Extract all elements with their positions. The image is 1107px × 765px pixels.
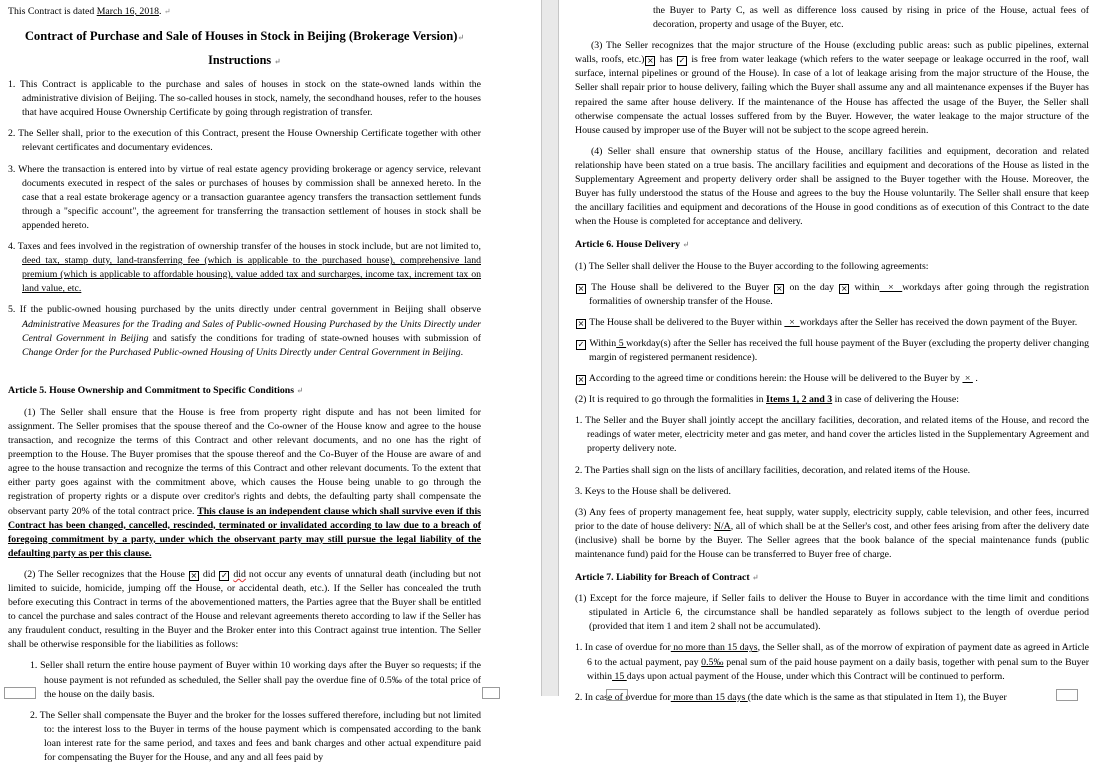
paragraph: (1) The Seller shall deliver the House to the Buyer according to the following agreements: [575, 260, 929, 272]
list-item: 2. The Seller shall compensate the Buyer and the broker for the losses suffered therefore, including but not limited to: the interest loss to the Buyer in terms of the house payment which is compensated according to the bank loan interest rate for the same period, and taxes and fees and bank charges and other actual expenditure paid for compensating the Buyer for the House, and any and all fees paid by [30, 709, 481, 764]
checkbox-crossed-icon: × [190, 570, 198, 580]
checkbox-checked-icon: ✓ [678, 56, 686, 66]
checkbox-item: ✓ Within 5 workday(s) after the Seller has received the full house payment of the Buyer (excluding the property deliver changing margin of registered permanent residence). [577, 337, 1090, 363]
text-boundary-mark [1056, 689, 1078, 701]
checkbox-item: × According to the agreed time or conditions herein: the House will be delivered to the Buyer by × . [577, 373, 978, 385]
date-line: This Contract is dated March 16, 2018. ↵ [8, 6, 171, 17]
article-heading: Article 5. House Ownership and Commitment to Specific Conditions ↵ [8, 384, 304, 396]
section-heading: Instructions ↵ [208, 53, 281, 68]
list-item: 1. Seller shall return the entire house payment of Buyer within 10 working days after the Buyer so requests; if the house payment is not refunded as scheduled, the Seller shall pay the overdue fine of 0.5‰ of the total price of the house on the daily basis. [30, 660, 481, 700]
paragraph: (2) The Seller recognizes that the House × did ✓ did not occur any events of unnatural death (including but not limited to suicide, homicide, jumping off the House, or accidental death, etc.). If the Seller has concealed the truth before executing this Contract in terms of the abovementioned matters, the Parties agree that the Buyer shall be entitled to cancel the purchase and sales contract of the House and relevant agreements thereto according to law if the Seller has any fraudulent conduct, resulting in the Buyer and the Broker enter into this Contract against true intention. The Seller shall be otherwise responsible for the liabilities as follows: [8, 568, 481, 651]
paragraph: (4) Seller shall ensure that ownership status of the House, ancillary facilities and equipment, decoration and related relationship have been stated on a true basis. The ancillary facilities and equipment and decorations of the House as listed in the Supplementary Agreement and property delivery order shall be assigned to the Buyer together with the House. Moreover, the Buyer has fully understood the status of the House and agrees to the buy the House voluntarily. The Seller shall ensure that keep the ancillary facilities and equipment and decorations of the House in good conditions as of execution of this Contract to the date when the House is completed for acceptance and delivery. [575, 145, 1089, 228]
list-item: 4. Taxes and fees involved in the registration of ownership transfer of the houses in stock include, but are not limited to, deed tax, stamp duty, land-transferring fee (which is applicable to the purchased house), comprehensive land premium (which is applicable to affordable housing), value added tax and surcharges, income tax, increment tax on land value, etc. [8, 241, 481, 295]
text-boundary-mark [4, 687, 36, 699]
text-boundary-mark [482, 687, 500, 699]
checkbox-item: (1) Except for the force majeure, if Seller fails to deliver the House to Buyer in accordance with the time limit and conditions stipulated in Article 6, the circumstance shall be handled separately as follows subject to the length of overdue period (provided that item 1 and item 2 shall not be accumulated). [575, 593, 1089, 633]
page-right [559, 0, 1107, 703]
checkbox-crossed-icon: × [840, 283, 848, 293]
paragraph: (1) The Seller shall ensure that the House is free from property right dispute and has not been limited for assignment. The Seller promises that the spouse thereof and the Co-owner of the House know and agree to the house transaction, and recognize the terms of this Contract and other relevant documents, and no one has the right of preemption to the House. The Buyer promises that the spouse thereof and the Co-Buyer of the House are aware of and agree to the house transaction and recognize the terms of this Contract and other relevant documents. To the extent that either party goes against with the commitment above, which causes the House being unable to go through the registration of property rights or a dispute over creditor's rights and debts, the defaulting party shall compensate the observant party 20% of the total contract price. This clause is an independent clause which shall survive even if this Contract has been changed, cancelled, rescinded, terminated or invalidated according to law due to a breach of foregoing commitment by a party, under which the observant party may still pursue the legal liability of the defaulting party as per this clause. [8, 406, 481, 559]
checkbox-crossed-icon: × [577, 283, 585, 293]
checkbox-item: × The House shall be delivered to the Buyer × on the day × within × workdays after going through the registration formalities of ownership transfer of the House. [577, 281, 1089, 307]
checkbox-checked-icon: ✓ [577, 339, 585, 349]
document-title: Contract of Purchase and Sale of Houses in Stock in Beijing (Brokerage Version)↵ [24, 29, 465, 44]
article-heading: Article 7. Liability for Breach of Contract ↵ [575, 572, 759, 584]
paragraph: (3) The Seller recognizes that the major structure of the House (excluding public areas: such as public pipelines, external walls, roofs, etc.) × has ✓ is free from water leakage (which refers to the water seepage or leakage occurred in the roof, wall surface, internal pipelines or ground of the House). In case of a lot of leakage arising from the major structure of the House, the Seller shall repair prior to house delivery, failing which the Buyer shall assume any and all maintenance expenses if the Buyer has repaired the same after house delivery. If the maintenance of the House has affected the usage of the Buyer, the Seller shall otherwise compensate the actual losses suffered from by the Buyer. However, the water leakage to the major structure of the House caused by improper use of the Buyer will not be subject to the scope agreed herein. [575, 40, 1089, 136]
paragraph: the Buyer to Party C, as well as difference loss caused by rising in price of the House, actual fees of decoration, property and usage of the Buyer, etc. [653, 5, 1089, 31]
checkbox-crossed-icon: × [647, 56, 654, 66]
list-item: 3. Where the transaction is entered into by virtue of real estate agency providing brokerage or agency service, relevant documents executed in respect of the sales or purchases of houses by commission shall be annexed hereto. In the case that a real estate brokerage agency or a transaction guarantee agency transfers the transaction settlement funds through a "specific account", the agreement for transferring the transaction settlement of houses in stock shall be appended hereto. [8, 163, 481, 231]
checkbox-item: × The House shall be delivered to the Buyer within × workdays after the Seller has received the down payment of the Buyer. [577, 316, 1078, 328]
checkbox-crossed-icon: × [577, 375, 585, 385]
list-item: 1. This Contract is applicable to the purchase and sales of houses in stock on the state-owned lands within the administrative division of Beijing. The so-called houses in stock, namely, the secondhand houses, refer to the houses that have acquired House Ownership Certificate by going through registration of transfer. [8, 79, 481, 119]
list-item: 3. Keys to the House shall be delivered. [575, 485, 731, 497]
page-divider [541, 0, 559, 696]
paragraph: (3) Any fees of property management fee, heat supply, water supply, electricity supply, cable television, and other fees, incurred prior to the date of house delivery: N/A, all of which shall be at the Seller's cost, and other fees arising from after the delivery date (inclusive) shall be borne by the Buyer. The Seller agrees that the book balance of the special maintenance funds (public maintenance fund) paid for the House can be transferred to Buyer free of charge. [575, 506, 1089, 560]
list-item: 5. If the public-owned housing purchased by the units directly under central government in Beijing shall observe Administrative Measures for the Trading and Sales of Public-owned Housing Purchased by the Units Directly under Central Government in Beijing and satisfy the conditions for trading of state-owned houses with submission of Change Order for the Purchased Public-owned Housing of Units Directly under Central Government in Beijing. [8, 304, 481, 358]
article-heading: Article 6. House Delivery ↵ [575, 239, 690, 251]
text-boundary-mark [606, 689, 628, 701]
checkbox-checked-icon: ✓ [221, 570, 228, 580]
list-item: 2. The Seller shall, prior to the execution of this Contract, present the House Ownership Certificate together with other relevant certificates and documentary evidences. [8, 128, 481, 154]
list-item: 2. In case of overdue for more than 15 days (the date which is the same as that stipulated in Item 1), the Buyer [575, 691, 1007, 703]
paragraph: (2) It is required to go through the formalities in Items 1, 2 and 3 in case of delivering the House: [575, 394, 959, 406]
page-left [0, 0, 541, 764]
list-item: 1. In case of overdue for no more than 15 days, the Seller shall, as of the morrow of expiration of payment date as agreed in Article 6 to the actual payment, pay 0.5‰ penal sum of the paid house payment on a daily basis, together with penal sum to the Buyer within 15 days upon actual payment of the House, under which this Contract will be continued to perform. [575, 642, 1090, 682]
checkbox-crossed-icon: × [775, 283, 783, 293]
list-item: 2. The Parties shall sign on the lists of ancillary facilities, decoration, and related items of the House. [575, 464, 971, 476]
list-item: 1. The Seller and the Buyer shall jointly accept the ancillary facilities, decoration, and related items of the House, and record the readings of water meter, electricity meter and gas meter, and hand cover the articles listed in the Supplementary Agreement and property delivery note. [575, 415, 1089, 455]
checkbox-crossed-icon: × [577, 318, 585, 328]
